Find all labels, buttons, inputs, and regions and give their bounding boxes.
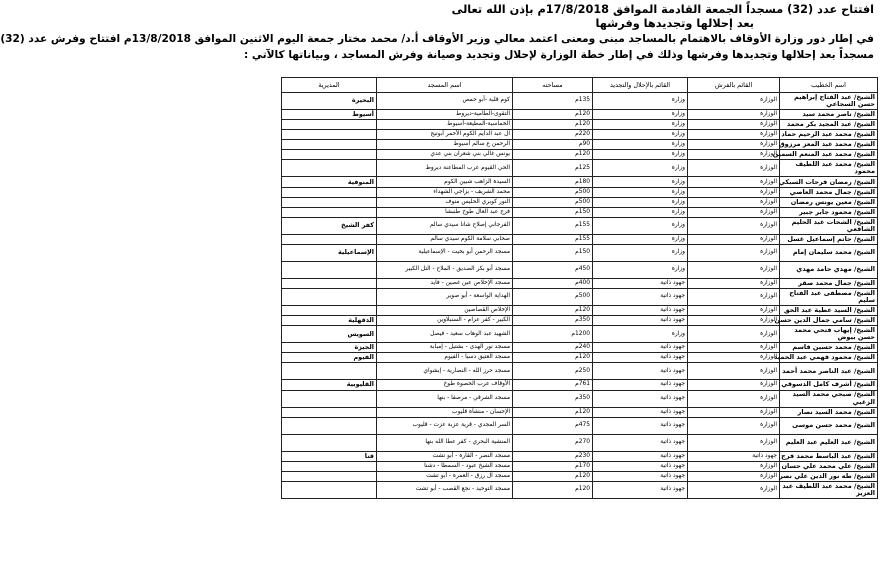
intro-line-2: مسجداً بعد إحلالها وتجديدها وفرشها وذلك في إطار خطة الوزارة لإحلال وتجديد وصيانة وفرش المساجد ، وبياناتها كالآتي : — [243, 48, 874, 61]
preacher-cell: الشيخ/ عبد الناصر محمد أحمد — [780, 363, 878, 380]
mosque-cell: مسجد نور الهدى - بشتيل - إمبابة — [377, 343, 513, 353]
furnishing-cell: الوزارة — [688, 343, 780, 353]
directorate-cell: المنوفية — [282, 177, 377, 187]
directorate-cell — [282, 363, 377, 380]
furnishing-cell: الوزارة — [688, 261, 780, 278]
preacher-cell: الشيخ/ طه نور الدين علي نصر — [780, 471, 878, 481]
area-cell: 230م — [513, 451, 593, 461]
preacher-cell: الشيخ/ عبد العليم عبد العليم — [780, 434, 878, 451]
directorate-cell — [282, 417, 377, 434]
mosque-cell: الحي القيوم عرب المطاعنة ديروط — [377, 160, 513, 177]
renovation-cell: وزارة — [593, 110, 688, 120]
mosque-cell: مسجد التوحيد - نجع القصب - أبو تشت — [377, 481, 513, 498]
table-row — [282, 461, 878, 471]
area-cell: 475م — [513, 417, 593, 434]
mosque-cell: الإخلاص القصاصين — [377, 306, 513, 316]
furnishing-cell: الوزارة — [688, 130, 780, 140]
table-body — [282, 93, 878, 499]
preacher-cell: الشيخ/ جمال محمد العاصي — [780, 187, 878, 197]
directorate-cell — [282, 390, 377, 407]
renovation-cell: جهود ذاتية — [593, 306, 688, 316]
table-row — [282, 207, 878, 217]
furnishing-cell: الوزارة — [688, 93, 780, 110]
header-mosque: اسم المسجد — [377, 78, 513, 93]
area-cell: 400م — [513, 278, 593, 288]
header-area: مساحته — [513, 78, 593, 93]
mosque-cell: كوم قلبة -أبو حمص — [377, 93, 513, 110]
furnishing-cell: الوزارة — [688, 278, 780, 288]
preacher-cell: الشيخ/ جمال محمد صقر — [780, 278, 878, 288]
header-directorate: المديرية — [282, 78, 377, 93]
directorate-cell: الجيزة — [282, 343, 377, 353]
table-row — [282, 234, 878, 244]
area-cell: 500م — [513, 187, 593, 197]
area-cell: 150م — [513, 207, 593, 217]
preacher-cell: الشيخ/ أشرف كامل الدسوقي — [780, 380, 878, 390]
area-cell: 120م — [513, 481, 593, 498]
area-cell: 120م — [513, 110, 593, 120]
renovation-cell: وزارة — [593, 244, 688, 261]
directorate-cell: الدقهلية — [282, 316, 377, 326]
area-cell: 125م — [513, 160, 593, 177]
preacher-cell: الشيخ/ السيد عطية عبد الحق — [780, 306, 878, 316]
renovation-cell: جهود ذاتية — [593, 289, 688, 306]
table-header-row — [282, 78, 878, 93]
directorate-cell: الإسماعيلية — [282, 244, 377, 261]
area-cell: 120م — [513, 407, 593, 417]
table-row — [282, 407, 878, 417]
mosque-cell: الرحمن ع سالم أسيوط — [377, 140, 513, 150]
table-row — [282, 451, 878, 461]
area-cell: 761م — [513, 380, 593, 390]
directorate-cell — [282, 234, 377, 244]
table-row — [282, 120, 878, 130]
intro-line-1: في إطار دور وزارة الأوقاف بالاهتمام بالمساجد مبنى ومعنى اعتمد معالي وزير الأوقاف أ.د/ محمد مختار جمعة اليوم الاثنين الموافق 13/8/2018م افتتاح وفرش عدد (32) — [0, 33, 874, 45]
table-row — [282, 160, 878, 177]
renovation-cell: جهود ذاتية — [593, 417, 688, 434]
area-cell: 120م — [513, 471, 593, 481]
renovation-cell: وزارة — [593, 120, 688, 130]
preacher-cell: الشيخ/ مهدي حامد مهدي — [780, 261, 878, 278]
renovation-cell: وزارة — [593, 93, 688, 110]
area-cell: 500م — [513, 197, 593, 207]
mosque-cell: الخماسية-المطيعة-أسيوط — [377, 120, 513, 130]
renovation-cell: جهود ذاتية — [593, 471, 688, 481]
directorate-cell: الفيوم — [282, 353, 377, 363]
mosque-cell: مسجد أبو بكر الصديق - الملاح - التل الكبير — [377, 261, 513, 278]
mosque-cell: مسجد حرز الله - النصارية - إبشواي — [377, 363, 513, 380]
preacher-cell: الشيخ/ حاتم إسماعيل غسل — [780, 234, 878, 244]
preacher-cell: الشيخ/ محمود جابر جبير — [780, 207, 878, 217]
directorate-cell — [282, 160, 377, 177]
mosque-cell: الإحسان - منشأة قليوب — [377, 407, 513, 417]
directorate-cell — [282, 481, 377, 498]
mosque-cell: النور كوبري الحليس منوف — [377, 197, 513, 207]
area-cell: 350م — [513, 316, 593, 326]
document-title: افتتاح عدد (32) مسجداً الجمعة القادمة الموافق 17/8/2018م بإذن الله تعالى — [451, 3, 874, 16]
table-row — [282, 363, 878, 380]
directorate-cell: كفر الشيخ — [282, 217, 377, 234]
directorate-cell: البحيرة — [282, 93, 377, 110]
directorate-cell — [282, 461, 377, 471]
directorate-cell: أسيوط — [282, 110, 377, 120]
area-cell: 170م — [513, 461, 593, 471]
furnishing-cell: الوزارة — [688, 326, 780, 343]
mosques-table — [281, 77, 878, 499]
renovation-cell: وزارة — [593, 140, 688, 150]
renovation-cell: جهود ذاتية — [593, 451, 688, 461]
table-row — [282, 110, 878, 120]
preacher-cell: الشيخ/ الشحات عبد الحليم الشافعي — [780, 217, 878, 234]
area-cell: 500م — [513, 289, 593, 306]
furnishing-cell: الوزارة — [688, 289, 780, 306]
table-row — [282, 130, 878, 140]
renovation-cell: وزارة — [593, 207, 688, 217]
area-cell: 120م — [513, 353, 593, 363]
furnishing-cell: الوزارة — [688, 481, 780, 498]
table-row — [282, 150, 878, 160]
area-cell: 150م — [513, 244, 593, 261]
area-cell: 120م — [513, 306, 593, 316]
table-row — [282, 93, 878, 110]
furnishing-cell: الوزارة — [688, 160, 780, 177]
preacher-cell: الشيخ/ محمود فهمي عبد الحميد — [780, 353, 878, 363]
preacher-cell: الشيخ/ محمد حسين قاسم — [780, 343, 878, 353]
mosque-cell: فرج عبد العال طوخ طنبشا — [377, 207, 513, 217]
renovation-cell: جهود ذاتية — [593, 390, 688, 407]
directorate-cell — [282, 207, 377, 217]
furnishing-cell: الوزارة — [688, 187, 780, 197]
mosque-cell: مسجد العتيق دسيا - الفيوم — [377, 353, 513, 363]
area-cell: 120م — [513, 150, 593, 160]
renovation-cell: وزارة — [593, 160, 688, 177]
table-row — [282, 261, 878, 278]
area-cell: 350م — [513, 390, 593, 407]
furnishing-cell: الوزارة — [688, 244, 780, 261]
table-row — [282, 217, 878, 234]
furnishing-cell: الوزارة — [688, 234, 780, 244]
preacher-cell: الشيخ/ محمد سليمان إمام — [780, 244, 878, 261]
preacher-cell: الشيخ/ علي محمد علي حسان — [780, 461, 878, 471]
mosque-cell: مسجد الشرقي - مرصفا - بنها — [377, 390, 513, 407]
mosque-cell: مسجد آل رزق - العمرة - أبو تشت — [377, 471, 513, 481]
furnishing-cell: الوزارة — [688, 150, 780, 160]
table-row — [282, 306, 878, 316]
mosque-cell: مسجد النصر - القارة - أبو تشت — [377, 451, 513, 461]
renovation-cell: جهود ذاتية — [593, 316, 688, 326]
mosque-cell: المنشية البحري - كفر عطا الله بنها — [377, 434, 513, 451]
table-row — [282, 326, 878, 343]
table-row — [282, 343, 878, 353]
furnishing-cell: الوزارة — [688, 380, 780, 390]
preacher-cell: الشيخ/ مصطفى عبد الفتاح سليم — [780, 289, 878, 306]
table-row — [282, 471, 878, 481]
mosque-cell: مسجد الإخلاص عين غصين - فايد — [377, 278, 513, 288]
area-cell: 270م — [513, 434, 593, 451]
furnishing-cell: الوزارة — [688, 140, 780, 150]
directorate-cell: القليوبية — [282, 380, 377, 390]
renovation-cell: جهود ذاتية — [593, 461, 688, 471]
directorate-cell — [282, 289, 377, 306]
area-cell: 155م — [513, 234, 593, 244]
area-cell: 220م — [513, 130, 593, 140]
directorate-cell: قنا — [282, 451, 377, 461]
table-row — [282, 353, 878, 363]
renovation-cell: جهود ذاتية — [593, 353, 688, 363]
renovation-cell: وزارة — [593, 234, 688, 244]
table-row — [282, 289, 878, 306]
renovation-cell: وزارة — [593, 150, 688, 160]
furnishing-cell: الوزارة — [688, 407, 780, 417]
directorate-cell — [282, 306, 377, 316]
table-row — [282, 244, 878, 261]
preacher-cell: الشيخ/ ناصر محمد سيد — [780, 110, 878, 120]
area-cell: 450م — [513, 261, 593, 278]
preacher-cell: الشيخ/ عبد المجيد بكر محمد — [780, 120, 878, 130]
renovation-cell: جهود ذاتية — [593, 278, 688, 288]
mosque-cell: الهداية الواسعة - أبو صوير — [377, 289, 513, 306]
renovation-cell: جهود ذاتية — [593, 407, 688, 417]
mosque-cell: الفرجاني إصلاح شانا سيدي سالم — [377, 217, 513, 234]
document-subtitle: بعد إحلالها وتجديدها وفرشها — [595, 17, 754, 30]
preacher-cell: الشيخ/ محمد حسن موسى — [780, 417, 878, 434]
mosque-cell: آل عبد الدايم الكوم الأحمر أبوتيج — [377, 130, 513, 140]
table-row — [282, 380, 878, 390]
furnishing-cell: الوزارة — [688, 353, 780, 363]
renovation-cell: وزارة — [593, 326, 688, 343]
furnishing-cell: الوزارة — [688, 110, 780, 120]
header-renovation: القائم بالإحلال والتجديد — [593, 78, 688, 93]
furnishing-cell: الوزارة — [688, 316, 780, 326]
furnishing-cell: الوزارة — [688, 177, 780, 187]
preacher-cell: الشيخ/ إيهاب فتحي محمد حسن بيوض — [780, 326, 878, 343]
table-row — [282, 316, 878, 326]
furnishing-cell: الوزارة — [688, 417, 780, 434]
furnishing-cell: الوزارة — [688, 434, 780, 451]
area-cell: 155م — [513, 217, 593, 234]
furnishing-cell: الوزارة — [688, 120, 780, 130]
preacher-cell: الشيخ/ صبحي محمد السيد الزغبي — [780, 390, 878, 407]
renovation-cell: جهود ذاتية — [593, 380, 688, 390]
furnishing-cell: الوزارة — [688, 197, 780, 207]
renovation-cell: جهود ذاتية — [593, 363, 688, 380]
directorate-cell — [282, 120, 377, 130]
mosque-cell: السر المجدي - قرية عزبة عزت - قليوب — [377, 417, 513, 434]
renovation-cell: وزارة — [593, 177, 688, 187]
area-cell: 250م — [513, 363, 593, 380]
header-furnishing: القائم بالفرش — [688, 78, 780, 93]
table-row — [282, 177, 878, 187]
preacher-cell: الشيخ/ محمد عبد اللطيف عبد العزيز — [780, 481, 878, 498]
table-row — [282, 187, 878, 197]
preacher-cell: الشيخ/ محمد عبد اللطيف محمود — [780, 160, 878, 177]
preacher-cell: الشيخ/ عبد الباسط محمد فرج — [780, 451, 878, 461]
mosque-cell: محمد الشريف - بزاجي الشهداء — [377, 187, 513, 197]
preacher-cell: الشيخ/ محمد عبد الرحيم حماد — [780, 130, 878, 140]
mosque-cell: يونس غالي بني شعران بني عدي — [377, 150, 513, 160]
furnishing-cell: الوزارة — [688, 363, 780, 380]
area-cell: 240م — [513, 343, 593, 353]
table-row — [282, 197, 878, 207]
directorate-cell — [282, 471, 377, 481]
furnishing-cell: الوزارة — [688, 217, 780, 234]
mosque-cell: الأوقاف عرب الحصوة طوخ — [377, 380, 513, 390]
directorate-cell — [282, 187, 377, 197]
table-row — [282, 481, 878, 498]
renovation-cell: وزارة — [593, 217, 688, 234]
mosque-cell: الشهيد عبد الوهاب سعيد - فيصل — [377, 326, 513, 343]
area-cell: 1200م — [513, 326, 593, 343]
furnishing-cell: الوزارة — [688, 207, 780, 217]
header-preacher: اسم الخطيب — [780, 78, 878, 93]
preacher-cell: الشيخ/ محمد السيد نصار — [780, 407, 878, 417]
directorate-cell — [282, 278, 377, 288]
mosque-cell: مسجد الشيخ عبود - السمطا - دشنا — [377, 461, 513, 471]
table-row — [282, 278, 878, 288]
directorate-cell — [282, 140, 377, 150]
preacher-cell: الشيخ/ عبد الفتاح إبراهيم حسن السجاعي — [780, 93, 878, 110]
area-cell: 180م — [513, 177, 593, 187]
preacher-cell: الشيخ/ سامي جمال الدين حسن — [780, 316, 878, 326]
renovation-cell: وزارة — [593, 187, 688, 197]
renovation-cell: وزارة — [593, 197, 688, 207]
preacher-cell: الشيخ/ محمد عبد المعز مرزوق — [780, 140, 878, 150]
directorate-cell — [282, 407, 377, 417]
preacher-cell: الشيخ/ معين يونس رمضان — [780, 197, 878, 207]
preacher-cell: الشيخ/ محمد عبد المنعم السمين — [780, 150, 878, 160]
furnishing-cell: جهود ذاتية — [688, 451, 780, 461]
directorate-cell — [282, 197, 377, 207]
directorate-cell — [282, 150, 377, 160]
area-cell: 120م — [513, 120, 593, 130]
mosque-cell: السيدة الزاهب شبين الكوم — [377, 177, 513, 187]
mosque-cell: مسجد الرحمن أبو بخيت - الإسماعيلية — [377, 244, 513, 261]
mosque-cell: صحابي سلامة الكوم سيدي سالم — [377, 234, 513, 244]
renovation-cell: جهود ذاتية — [593, 434, 688, 451]
table-row — [282, 390, 878, 407]
table-row — [282, 434, 878, 451]
area-cell: 90م — [513, 140, 593, 150]
directorate-cell — [282, 130, 377, 140]
mosque-cell: الكبير - كفر عزام - السنبلاوين — [377, 316, 513, 326]
furnishing-cell: الوزارة — [688, 390, 780, 407]
table-row — [282, 417, 878, 434]
preacher-cell: الشيخ/ رمضان فرحات السبكي — [780, 177, 878, 187]
furnishing-cell: الوزارة — [688, 471, 780, 481]
renovation-cell: جهود ذاتية — [593, 343, 688, 353]
furnishing-cell: الوزارة — [688, 306, 780, 316]
renovation-cell: وزارة — [593, 261, 688, 278]
directorate-cell: السويس — [282, 326, 377, 343]
table-row — [282, 140, 878, 150]
furnishing-cell: الوزارة — [688, 461, 780, 471]
directorate-cell — [282, 261, 377, 278]
document-header — [0, 3, 874, 62]
directorate-cell — [282, 434, 377, 451]
area-cell: 135م — [513, 93, 593, 110]
mosque-cell: التقوى-الطامية-ديروط — [377, 110, 513, 120]
renovation-cell: وزارة — [593, 130, 688, 140]
renovation-cell: جهود ذاتية — [593, 481, 688, 498]
